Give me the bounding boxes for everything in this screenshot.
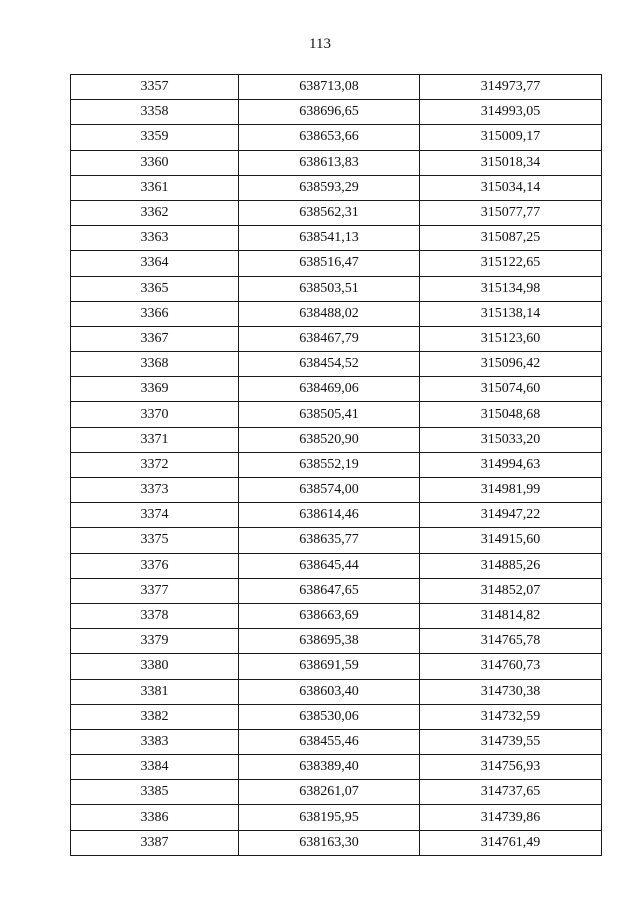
- point-number-cell: 3383: [71, 729, 239, 754]
- point-number-cell: 3364: [71, 251, 239, 276]
- point-number-cell: 3362: [71, 200, 239, 225]
- y-coordinate-cell: 314732,59: [420, 704, 602, 729]
- point-number-cell: 3384: [71, 755, 239, 780]
- x-coordinate-cell: 638695,38: [239, 629, 420, 654]
- y-coordinate-cell: 314739,86: [420, 805, 602, 830]
- x-coordinate-cell: 638541,13: [239, 226, 420, 251]
- x-coordinate-cell: 638552,19: [239, 452, 420, 477]
- x-coordinate-cell: 638713,08: [239, 75, 420, 100]
- y-coordinate-cell: 314756,93: [420, 755, 602, 780]
- point-number-cell: 3373: [71, 478, 239, 503]
- point-number-cell: 3378: [71, 603, 239, 628]
- x-coordinate-cell: 638653,66: [239, 125, 420, 150]
- table-row: [71, 226, 602, 251]
- table-row: [71, 276, 602, 301]
- table-row: [71, 377, 602, 402]
- y-coordinate-cell: 314885,26: [420, 553, 602, 578]
- point-number-cell: 3380: [71, 654, 239, 679]
- x-coordinate-cell: 638163,30: [239, 830, 420, 855]
- x-coordinate-cell: 638530,06: [239, 704, 420, 729]
- table-row: [71, 830, 602, 855]
- x-coordinate-cell: 638593,29: [239, 175, 420, 200]
- x-coordinate-cell: 638261,07: [239, 780, 420, 805]
- y-coordinate-cell: 314765,78: [420, 629, 602, 654]
- y-coordinate-cell: 315048,68: [420, 402, 602, 427]
- table-row: [71, 654, 602, 679]
- y-coordinate-cell: 314852,07: [420, 578, 602, 603]
- x-coordinate-cell: 638520,90: [239, 427, 420, 452]
- table-row: [71, 326, 602, 351]
- table-row: [71, 427, 602, 452]
- x-coordinate-cell: 638691,59: [239, 654, 420, 679]
- point-number-cell: 3386: [71, 805, 239, 830]
- point-number-cell: 3377: [71, 578, 239, 603]
- x-coordinate-cell: 638635,77: [239, 528, 420, 553]
- y-coordinate-cell: 314814,82: [420, 603, 602, 628]
- y-coordinate-cell: 314973,77: [420, 75, 602, 100]
- y-coordinate-cell: 314739,55: [420, 729, 602, 754]
- x-coordinate-cell: 638195,95: [239, 805, 420, 830]
- table-row: [71, 805, 602, 830]
- y-coordinate-cell: 315018,34: [420, 150, 602, 175]
- y-coordinate-cell: 315138,14: [420, 301, 602, 326]
- point-number-cell: 3382: [71, 704, 239, 729]
- y-coordinate-cell: 315034,14: [420, 175, 602, 200]
- table-row: [71, 200, 602, 225]
- y-coordinate-cell: 315077,77: [420, 200, 602, 225]
- table-row: [71, 452, 602, 477]
- point-number-cell: 3371: [71, 427, 239, 452]
- point-number-cell: 3369: [71, 377, 239, 402]
- y-coordinate-cell: 315033,20: [420, 427, 602, 452]
- coordinates-table-body: [71, 75, 602, 856]
- x-coordinate-cell: 638614,46: [239, 503, 420, 528]
- x-coordinate-cell: 638696,65: [239, 100, 420, 125]
- table-row: [71, 352, 602, 377]
- point-number-cell: 3375: [71, 528, 239, 553]
- table-row: [71, 629, 602, 654]
- x-coordinate-cell: 638488,02: [239, 301, 420, 326]
- table-row: [71, 704, 602, 729]
- page-number: 113: [309, 36, 331, 52]
- table-row: [71, 755, 602, 780]
- point-number-cell: 3359: [71, 125, 239, 150]
- x-coordinate-cell: 638647,65: [239, 578, 420, 603]
- point-number-cell: 3376: [71, 553, 239, 578]
- table-row: [71, 578, 602, 603]
- y-coordinate-cell: 315096,42: [420, 352, 602, 377]
- table-row: [71, 251, 602, 276]
- y-coordinate-cell: 314981,99: [420, 478, 602, 503]
- point-number-cell: 3385: [71, 780, 239, 805]
- x-coordinate-cell: 638467,79: [239, 326, 420, 351]
- table-row: [71, 780, 602, 805]
- y-coordinate-cell: 315074,60: [420, 377, 602, 402]
- x-coordinate-cell: 638574,00: [239, 478, 420, 503]
- table-row: [71, 478, 602, 503]
- x-coordinate-cell: 638505,41: [239, 402, 420, 427]
- point-number-cell: 3360: [71, 150, 239, 175]
- x-coordinate-cell: 638645,44: [239, 553, 420, 578]
- y-coordinate-cell: 315087,25: [420, 226, 602, 251]
- coordinates-table: [70, 74, 602, 856]
- table-row: [71, 603, 602, 628]
- x-coordinate-cell: 638663,69: [239, 603, 420, 628]
- y-coordinate-cell: 315009,17: [420, 125, 602, 150]
- table-row: [71, 402, 602, 427]
- point-number-cell: 3367: [71, 326, 239, 351]
- point-number-cell: 3365: [71, 276, 239, 301]
- table-row: [71, 175, 602, 200]
- y-coordinate-cell: 314993,05: [420, 100, 602, 125]
- table-row: [71, 150, 602, 175]
- table-row: [71, 100, 602, 125]
- x-coordinate-cell: 638503,51: [239, 276, 420, 301]
- y-coordinate-cell: 314947,22: [420, 503, 602, 528]
- table-row: [71, 553, 602, 578]
- table-row: [71, 301, 602, 326]
- x-coordinate-cell: 638562,31: [239, 200, 420, 225]
- point-number-cell: 3381: [71, 679, 239, 704]
- y-coordinate-cell: 315123,60: [420, 326, 602, 351]
- point-number-cell: 3363: [71, 226, 239, 251]
- y-coordinate-cell: 315122,65: [420, 251, 602, 276]
- point-number-cell: 3368: [71, 352, 239, 377]
- y-coordinate-cell: 314760,73: [420, 654, 602, 679]
- table-row: [71, 528, 602, 553]
- point-number-cell: 3374: [71, 503, 239, 528]
- y-coordinate-cell: 314737,65: [420, 780, 602, 805]
- table-row: [71, 729, 602, 754]
- y-coordinate-cell: 314730,38: [420, 679, 602, 704]
- point-number-cell: 3361: [71, 175, 239, 200]
- table-row: [71, 679, 602, 704]
- x-coordinate-cell: 638454,52: [239, 352, 420, 377]
- table-row: [71, 503, 602, 528]
- y-coordinate-cell: 314915,60: [420, 528, 602, 553]
- point-number-cell: 3357: [71, 75, 239, 100]
- x-coordinate-cell: 638389,40: [239, 755, 420, 780]
- point-number-cell: 3387: [71, 830, 239, 855]
- y-coordinate-cell: 314994,63: [420, 452, 602, 477]
- point-number-cell: 3358: [71, 100, 239, 125]
- x-coordinate-cell: 638469,06: [239, 377, 420, 402]
- y-coordinate-cell: 315134,98: [420, 276, 602, 301]
- table-row: [71, 125, 602, 150]
- point-number-cell: 3372: [71, 452, 239, 477]
- x-coordinate-cell: 638516,47: [239, 251, 420, 276]
- y-coordinate-cell: 314761,49: [420, 830, 602, 855]
- x-coordinate-cell: 638603,40: [239, 679, 420, 704]
- point-number-cell: 3370: [71, 402, 239, 427]
- table-row: [71, 75, 602, 100]
- point-number-cell: 3379: [71, 629, 239, 654]
- x-coordinate-cell: 638455,46: [239, 729, 420, 754]
- x-coordinate-cell: 638613,83: [239, 150, 420, 175]
- point-number-cell: 3366: [71, 301, 239, 326]
